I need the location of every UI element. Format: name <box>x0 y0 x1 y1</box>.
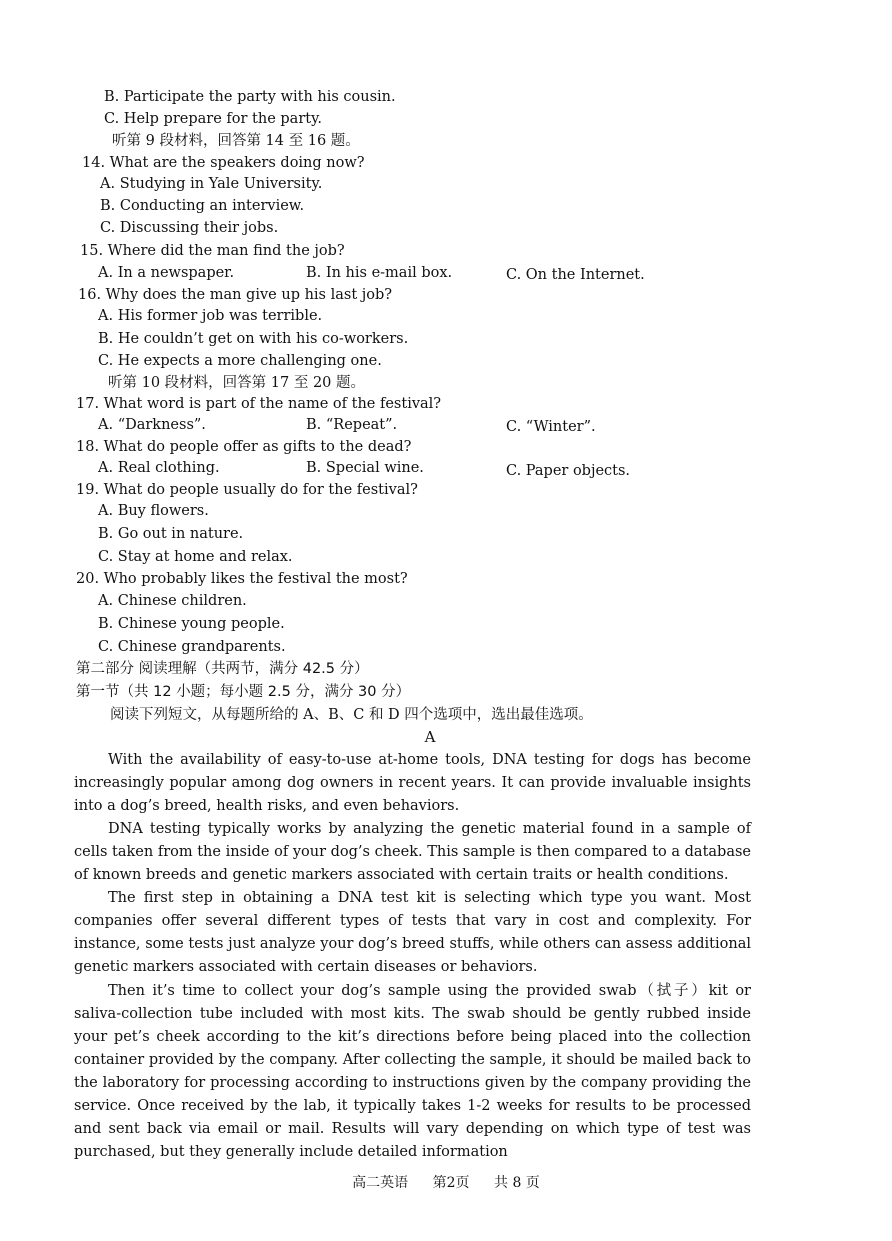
q20-option-a: A. Chinese children. <box>98 593 247 609</box>
passage-paragraph-2: DNA testing typically works by analyzing the genetic material found in a sample of cells taken from the inside of your dog’s cheek. This sample is then compared to a database of known breeds and genetic markers associated with certain traits or health conditions. <box>74 821 751 883</box>
question-18: 18. What do people offer as gifts to the dead? <box>76 439 412 455</box>
section-10-intro: 听第 10 段材料，回答第 17 至 20 题。 <box>108 375 366 391</box>
q19-option-b: B. Go out in nature. <box>98 526 244 542</box>
question-19: 19. What do people usually do for the festival? <box>76 482 418 498</box>
section1-title: 第一节（共 12 小题；每小题 2.5 分，满分 30 分） <box>76 684 411 700</box>
q15-option-c: C. On the Internet. <box>506 267 645 283</box>
q18-option-c: C. Paper objects. <box>506 463 631 479</box>
section-9-intro: 听第 9 段材料，回答第 14 至 16 题。 <box>112 133 360 149</box>
question-15: 15. Where did the man find the job? <box>80 243 345 259</box>
part2-title: 第二部分 阅读理解（共两节，满分 42.5 分） <box>76 661 369 677</box>
q14-option-a: A. Studying in Yale University. <box>100 176 323 192</box>
q17-option-c: C. “Winter”. <box>506 419 596 435</box>
q18-option-b: B. Special wine. <box>306 460 424 476</box>
question-20: 20. Who probably likes the festival the most? <box>76 571 408 587</box>
question-17: 17. What word is part of the name of the festival? <box>76 396 442 412</box>
q20-option-b: B. Chinese young people. <box>98 616 285 632</box>
q15-option-b: B. In his e-mail box. <box>306 265 453 281</box>
option-c-text: C. Help prepare for the party. <box>104 111 322 127</box>
question-16: 16. Why does the man give up his last job? <box>78 287 393 303</box>
page-footer <box>0 1172 892 1192</box>
q16-option-c: C. He expects a more challenging one. <box>98 353 382 369</box>
q14-option-c: C. Discussing their jobs. <box>100 220 279 236</box>
passage-paragraph-1: With the availability of easy-to-use at-home tools, DNA testing for dogs has become increasingly popular among dog owners in recent years. It can provide invaluable insights into a dog’s breed, health risks, and even behaviors. <box>74 752 751 814</box>
reading-instructions: 阅读下列短文，从每题所给的 A、B、C 和 D 四个选项中，选出最佳选项。 <box>110 707 593 723</box>
passage-paragraph-4: Then it’s time to collect your dog’s sample using the provided swab（拭子）kit or saliva-collection tube included with most kits. The swab should be gently rubbed inside your pet’s cheek according to the kit’s directions before being placed into the collection container provided by the company. After collecting the sample, it should be mailed back to the laboratory for processing according to instructions given by the company providing the service. Once received by the lab, it typically takes 1-2 weeks for results to be processed and sent back via email or mail. Results will vary depending on which type of test was purchased, but they generally include detailed information <box>74 983 751 1160</box>
q19-option-a: A. Buy flowers. <box>98 503 209 519</box>
option-b-text: B. Participate the party with his cousin. <box>104 89 396 105</box>
passage-label: A <box>424 728 436 746</box>
question-14: 14. What are the speakers doing now? <box>82 155 365 171</box>
q17-option-a: A. “Darkness”. <box>98 417 206 433</box>
q17-option-b: B. “Repeat”. <box>306 417 398 433</box>
footer-page: 第2页 <box>432 1175 470 1191</box>
q14-option-b: B. Conducting an interview. <box>100 198 305 214</box>
q18-option-a: A. Real clothing. <box>98 460 220 476</box>
q19-option-c: C. Stay at home and relax. <box>98 549 293 565</box>
q16-option-a: A. His former job was terrible. <box>98 308 323 324</box>
q16-option-b: B. He couldn’t get on with his co-workers. <box>98 331 409 347</box>
footer-total: 共 8 页 <box>494 1175 540 1191</box>
passage-paragraph-3: The first step in obtaining a DNA test kit is selecting which type you want. Most companies offer several different types of tests that vary in cost and complexity. For instance, some tests just analyze your dog’s breed stuffs, while others can assess additional genetic markers associated with certain diseases or behaviors. <box>74 890 751 975</box>
footer-subject: 高二英语 <box>352 1175 409 1191</box>
q20-option-c: C. Chinese grandparents. <box>98 639 286 655</box>
q15-option-a: A. In a newspaper. <box>98 265 235 281</box>
